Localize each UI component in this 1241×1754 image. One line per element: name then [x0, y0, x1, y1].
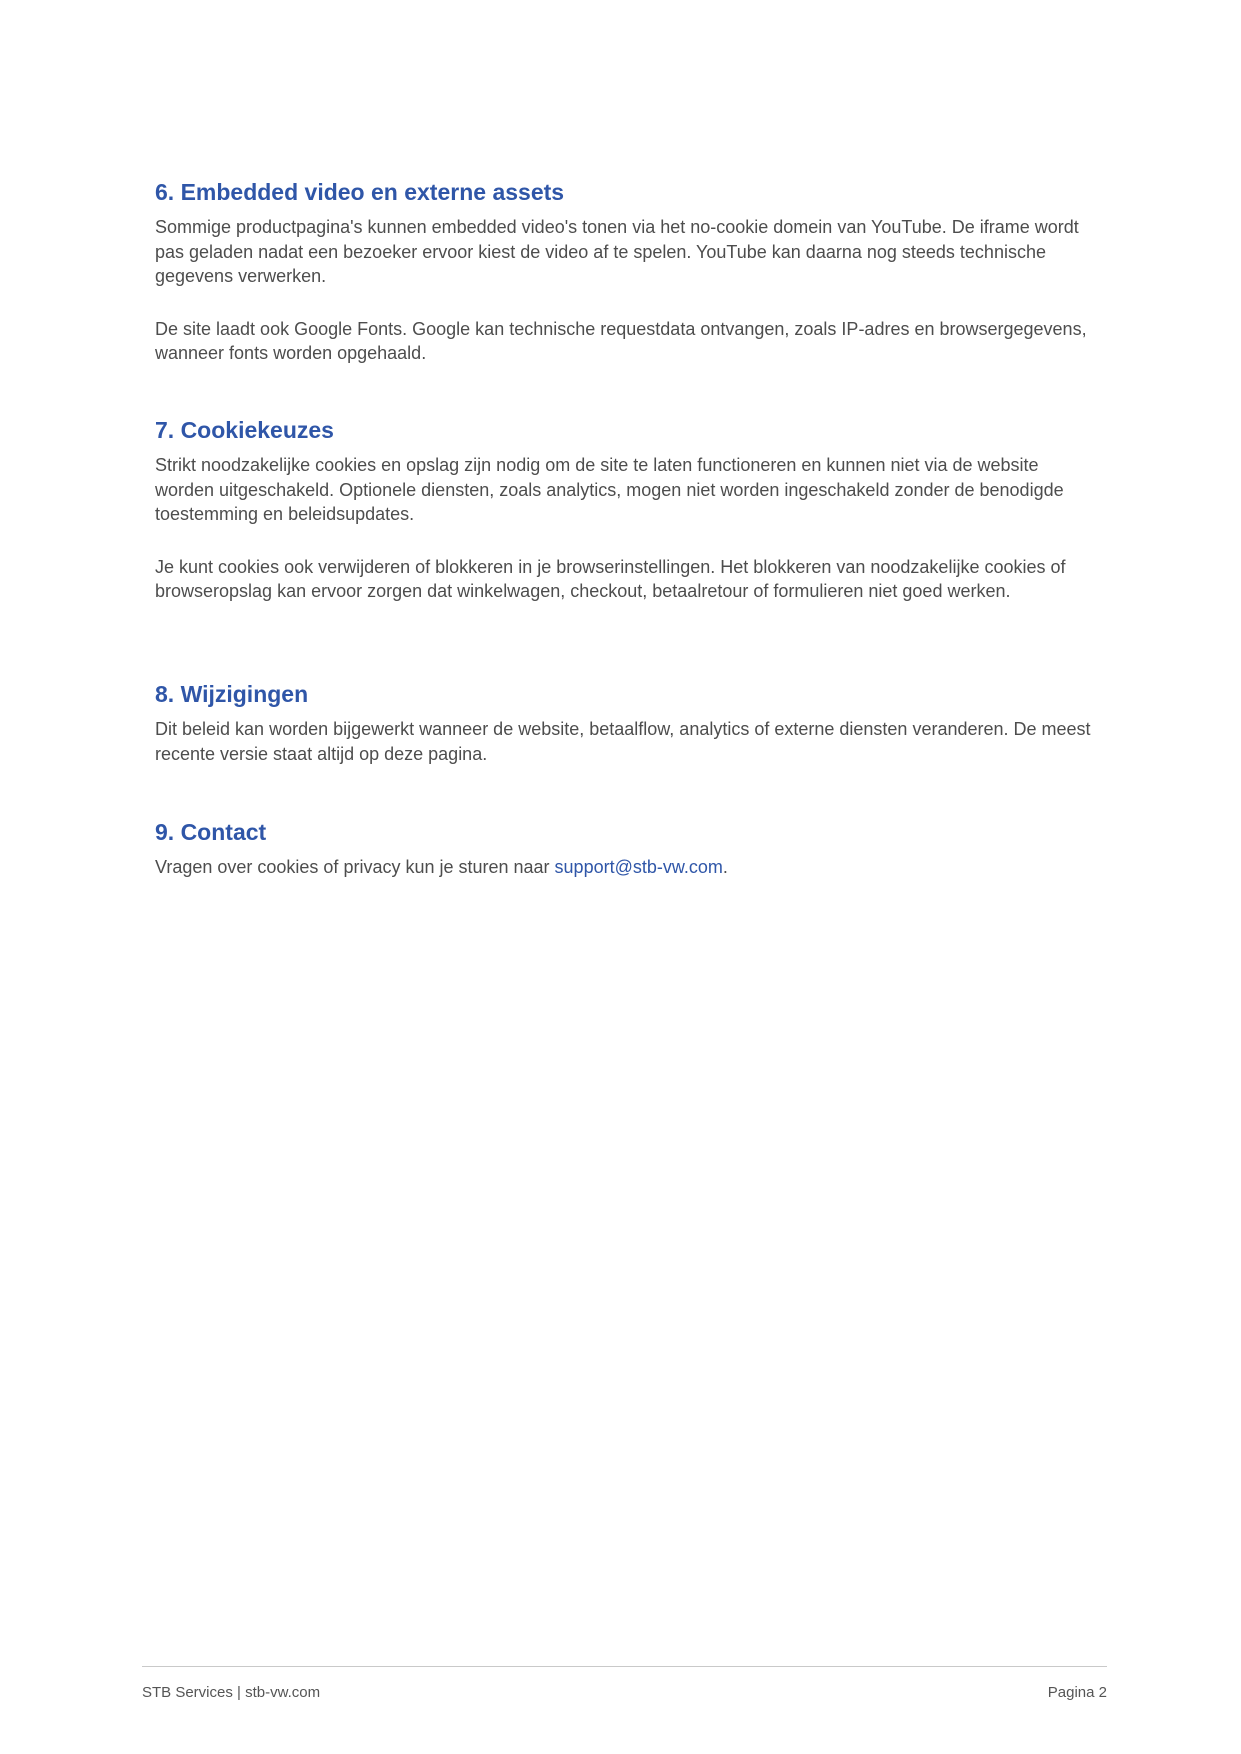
section-paragraph: De site laadt ook Google Fonts. Google kan technische requestdata ontvangen, zoals IP-adres en browsergegevens, wanneer fonts worden opgehaald.: [155, 318, 1087, 363]
section-paragraph: Strikt noodzakelijke cookies en opslag zijn nodig om de site te laten functioneren en kunnen niet via de website worden uitgeschakeld. Optionele diensten, zoals analytics, mogen niet worden ingeschakeld zonder de benodigde toestemming en beleidsupdates.: [155, 455, 1064, 524]
contact-text-end: .: [722, 857, 728, 877]
page-number: Pagina 2: [1047, 1684, 1107, 1701]
section-heading: 6. Embedded video en externe assets: [155, 179, 565, 205]
support-email-link[interactable]: support@stb-vw.com: [554, 857, 723, 877]
footer-company: STB Services | stb-vw.com: [142, 1684, 321, 1701]
section-paragraph: Je kunt cookies ook verwijderen of blokkeren in je browserinstellingen. Het blokkeren van noodzakelijke cookies of browseropslag kan ervoor zorgen dat winkelwagen, checkout, betaalretour of formulieren niet goed werken.: [155, 556, 1066, 601]
section-cookiekeuzes: [155, 416, 1095, 604]
contact-paragraph: [155, 855, 1095, 880]
section-embedded-video: [155, 178, 1095, 366]
section-wijzigingen: [155, 680, 1095, 766]
footer-divider: [142, 1666, 1107, 1667]
section-heading: 9. Contact: [155, 819, 267, 845]
section-contact: [155, 818, 1095, 880]
section-heading: 8. Wijzigingen: [155, 681, 309, 707]
section-paragraph: Dit beleid kan worden bijgewerkt wanneer de website, betaalflow, analytics of externe diensten veranderen. De meest recente versie staat altijd op deze pagina.: [155, 719, 1091, 764]
section-heading: 7. Cookiekeuzes: [155, 417, 334, 443]
section-paragraph: Sommige productpagina's kunnen embedded video's tonen via het no-cookie domein van YouTube. De iframe wordt pas geladen nadat een bezoeker ervoor kiest de video af te spelen. YouTube kan daarna nog steeds technische gegevens verwerken.: [155, 217, 1079, 286]
contact-text: Vragen over cookies of privacy kun je sturen naar: [155, 857, 555, 877]
